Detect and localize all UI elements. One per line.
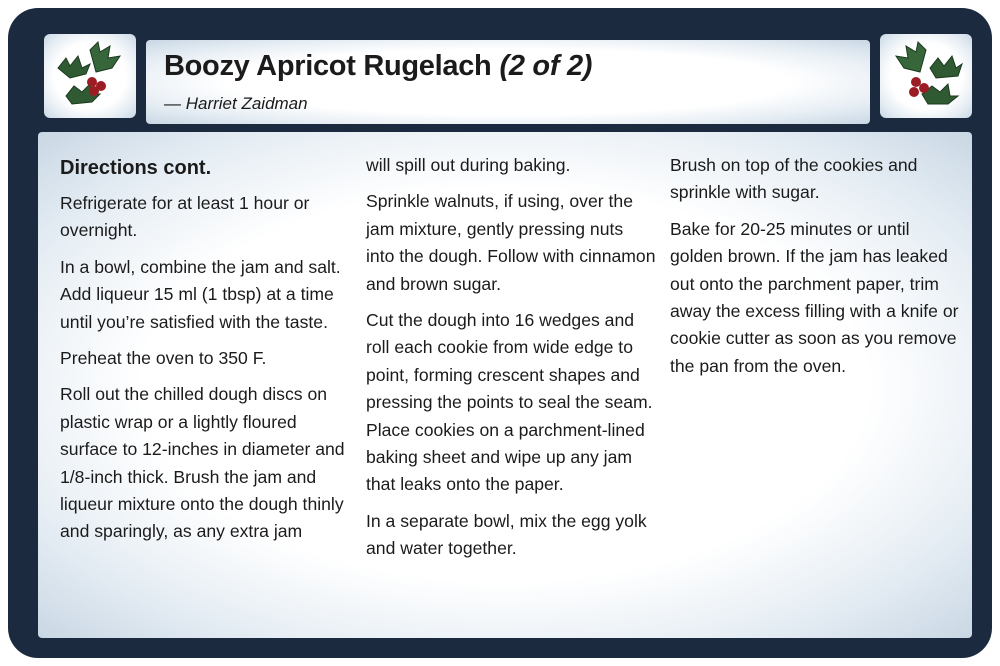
recipe-title: Boozy Apricot Rugelach: [164, 50, 492, 82]
section-heading: Directions cont.: [60, 157, 212, 179]
holly-panel-right: [880, 34, 972, 118]
holly-icon: [50, 38, 130, 114]
part-indicator: (2 of 2): [499, 50, 593, 82]
direction-step: Sprinkle walnuts, if using, over the jam mixture, gently pressing nuts into the dough. Follow with cinnamon and brown sugar.: [366, 191, 656, 294]
title-panel: [146, 40, 870, 124]
direction-step: In a bowl, combine the jam and salt. Add liqueur 15 ml (1 tbsp) at a time until you’re satisfied with the taste.: [60, 256, 341, 332]
holly-panel-left: [44, 34, 136, 118]
direction-step: Brush on top of the cookies and sprinkle with sugar.: [670, 155, 918, 203]
directions-panel: [38, 132, 972, 638]
page-title: [164, 50, 592, 83]
direction-step: In a separate bowl, mix the egg yolk and water together.: [366, 510, 647, 559]
directions-column-3: [670, 152, 960, 389]
directions-column-2: [366, 152, 656, 572]
directions-column-1: [60, 152, 350, 555]
author-credit: — Harriet Zaidman: [164, 94, 308, 113]
direction-step: Bake for 20-25 minutes or until golden brown. If the jam has leaked out onto the parchment paper, trim away the excess filling with a knife or cookie cutter as soon as you remove the pan from the oven.: [670, 218, 959, 376]
recipe-card: [8, 8, 992, 658]
holly-icon: [886, 38, 966, 114]
direction-step: Preheat the oven to 350 F.: [60, 348, 267, 369]
direction-step: Refrigerate for at least 1 hour or overnight.: [60, 193, 310, 241]
direction-step: Roll out the chilled dough discs on plastic wrap or a lightly floured surface to 12-inches in diameter and 1/8-inch thick. Brush the jam and liqueur mixture onto the dough thinly and sparingly, as any extra jam: [60, 384, 345, 542]
direction-step: will spill out during baking.: [366, 155, 571, 175]
direction-step: Cut the dough into 16 wedges and roll each cookie from wide edge to point, forming crescent shapes and pressing the points to seal the seam. Place cookies on a parchment-lined baking sheet and wipe up any jam that leaks onto the paper.: [366, 310, 653, 495]
